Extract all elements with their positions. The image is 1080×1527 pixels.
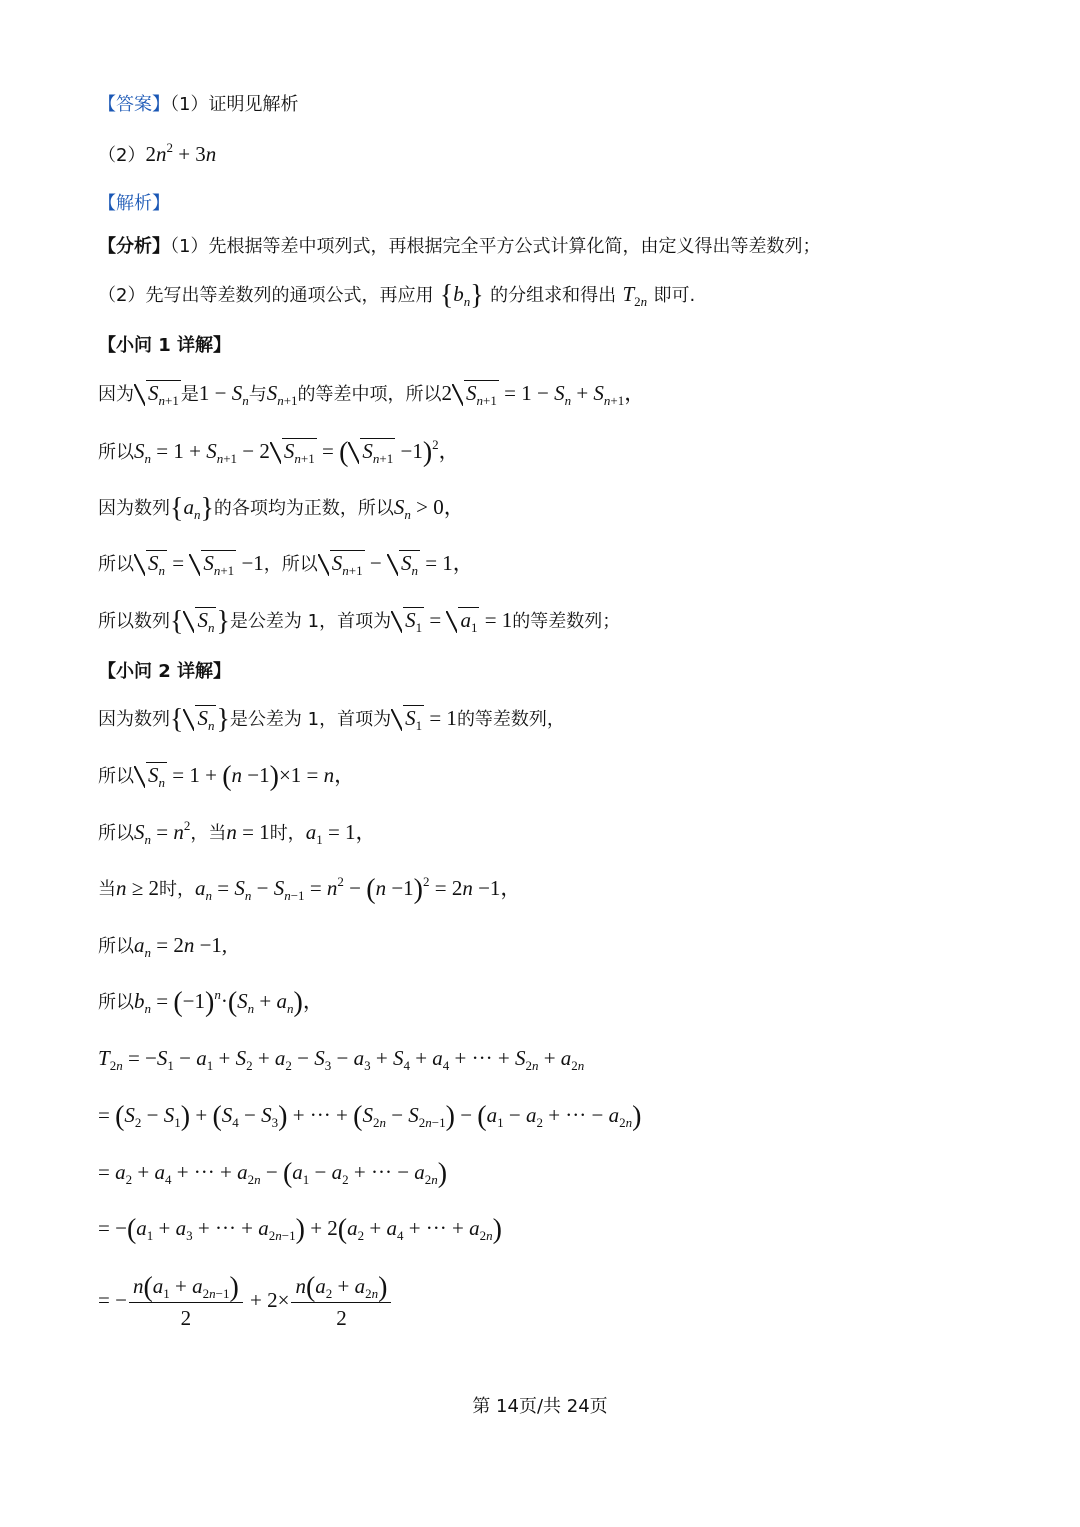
q2-l1-text-a: 因为数列 — [98, 709, 170, 730]
math-Sn1: $S_{n+1}$ — [266, 381, 298, 408]
q2-l3-text-a: 所以 — [98, 823, 134, 844]
fenxi-line-2 — [98, 279, 695, 311]
q1-l4-text-a: 所以 — [98, 554, 134, 575]
math-q1-eq4a: $S_n = S_{n+1} -1$ — [134, 551, 264, 575]
math-q2-eq2: $S_n = 1 + (n -1)\times 1 = n$， — [134, 763, 355, 787]
math-Sn-n2: $S_n = n^2$ — [134, 818, 191, 847]
q1-heading — [98, 329, 231, 361]
math-n-ge-2: n ≥ 2 — [116, 876, 160, 900]
q2-l4-text-b: 时， — [159, 879, 196, 900]
math-q2-eq4: $a_n = S_n - S_{n-1} = n^2 - (n -1)^2 = 2n -1$， — [195, 874, 522, 905]
page-footer: 第 14页/共 24页 — [472, 1396, 608, 1417]
math-T2n-line-2: = $(S_2 - S_1) + (S_4 - S_3)$ + ··· + $(S_{2n} - S_{2n-1}) - (a_1 - a_2$ + ··· − $a_{2n}$) — [98, 1101, 642, 1132]
q1-l1-text-a: 因为 — [98, 384, 134, 405]
fenxi-tag: 【分析】 — [98, 236, 170, 257]
math-n-eq-1: n = 1 — [226, 820, 270, 844]
q2-l2-text: 所以 — [98, 766, 134, 787]
answer-part1: （1）证明见解析 — [170, 94, 299, 115]
math-T2n-line-4: = $-(a_1 + a_3$ + ··· + $a_{2n-1}) + 2(a_2 + a_4$ + ··· + $a_{2n}$) — [98, 1214, 502, 1245]
q1-line-1 — [98, 378, 645, 410]
math-sqrtSn-set: { $S_n$} — [170, 606, 230, 637]
math-an-set: $\{a_n\}$ — [170, 493, 214, 524]
q1-line-5 — [98, 605, 620, 637]
q1-line-2 — [98, 436, 460, 468]
q1-l3-text-b: 的各项均为正数，所以 — [213, 498, 394, 519]
fenxi-text-2b: 的分组求和得出 — [490, 285, 617, 306]
q2-heading-text: 【小问 2 详解】 — [98, 661, 232, 682]
q2-line-6 — [98, 986, 324, 1018]
math-q1-eq2: $S_n = 1 + S_{n+1} - 2$ $S_{n+1}$ = ( $S_{n+1} -1)^2$， — [134, 437, 460, 468]
q2-l3-text-b: ，当 — [190, 823, 227, 844]
math-1-Sn: $1 - S_n$ — [198, 381, 249, 408]
math-T2n-line-1: $T_{2n} = -S_1 - a_1 + S_2 + a_2 - S_3 - a_3 + S_4 + a_4$ + ··· + $S_{2n} + a_{2n}$ — [98, 1046, 585, 1073]
q1-l5-text-a: 所以数列 — [98, 611, 170, 632]
q2-line-4 — [98, 873, 521, 905]
math-an-formula: $a_n = 2n -1$, — [134, 933, 228, 960]
q2-heading — [98, 655, 231, 687]
math-q1-eq5: $S_1 = a_1 = 1$ — [391, 608, 512, 632]
fenxi-line-1 — [98, 230, 820, 262]
fenxi-text-2a: （2）先写出等差数列的通项公式，再应用 — [98, 285, 434, 306]
q1-line-4 — [98, 548, 474, 580]
q1-l5-text-b: 是公差为 1，首项为 — [229, 611, 392, 632]
math-bn-formula: $b_n = (-1)^n\cdot(S_n + a_n)$， — [134, 987, 324, 1018]
q2-l3-text-c: 时， — [269, 823, 306, 844]
q2-line-2 — [98, 760, 355, 792]
fenxi-text-2c: 即可. — [653, 285, 696, 306]
answer-part2-expr: $2n^2 + 3n$ — [145, 140, 217, 166]
answer-line — [98, 88, 298, 120]
q2-l5-text: 所以 — [98, 936, 134, 957]
q2-l6-text: 所以 — [98, 992, 134, 1013]
q2-line-1 — [98, 703, 565, 735]
q2-line-5 — [98, 930, 227, 962]
math-q2-eq1: $S_1 = 1$ — [391, 706, 457, 730]
fenxi-text-1: （1）先根据等差中项列式，再根据完全平方公式计算化简，由定义得出等差数列； — [170, 236, 821, 257]
q1-l3-text-a: 因为数列 — [98, 498, 170, 519]
q1-l4-text-b: ，所以 — [263, 554, 318, 575]
math-a1-eq-1: $a_1 = 1$， — [305, 820, 377, 847]
math-q1-eq4b: $S_{n+1} - S_n = 1$， — [318, 551, 474, 575]
q1-heading-text: 【小问 1 详解】 — [98, 335, 232, 356]
analysis-heading — [98, 187, 170, 219]
math-q2-sqrtSn-set: { $S_n$} — [170, 704, 230, 735]
math-T2n-line-3: = $a_2 + a_4$ + ··· + $a_{2n} - (a_1 - a_2$ + ··· − $a_{2n}$) — [98, 1158, 448, 1189]
analysis-tag: 【解析】 — [98, 193, 170, 214]
math-bn-set: $\{b_n\}$ — [439, 280, 484, 311]
answer-tag: 【答案】 — [98, 94, 170, 115]
q1-line-3 — [98, 492, 465, 524]
math-T2n: $T_{2n}$ — [622, 282, 648, 309]
math-Sn-gt0: $S_n > 0$， — [393, 495, 465, 522]
q1-l2-text: 所以 — [98, 442, 134, 463]
q1-l5-text-c: 的等差数列； — [512, 611, 621, 632]
q2-l1-text-b: 是公差为 1，首项为 — [229, 709, 392, 730]
math-T2n-line-5: = − $\frac{n(a_1 + a_{2n-1})}{2}$ + 2× $\frac{n(a_2 + a_{2n})}{2}$ — [98, 1270, 393, 1333]
answer-part2-line — [98, 139, 216, 171]
q1-l1-text-c: 与 — [248, 384, 267, 405]
answer-part2-label: （2） — [98, 145, 146, 166]
math-q1-eq1: 2 $S_{n+1} = 1 - S_n + S_{n+1}$， — [442, 381, 646, 405]
math-sqrt-Sn1: $S_{n+1}$ — [134, 381, 181, 405]
q2-l4-text-a: 当 — [98, 879, 116, 900]
q2-l1-text-c: 的等差数列， — [456, 709, 565, 730]
q1-l1-text-d: 的等差中项，所以 — [297, 384, 442, 405]
q2-line-3 — [98, 817, 377, 849]
q1-l1-text-b: 是 — [180, 384, 199, 405]
